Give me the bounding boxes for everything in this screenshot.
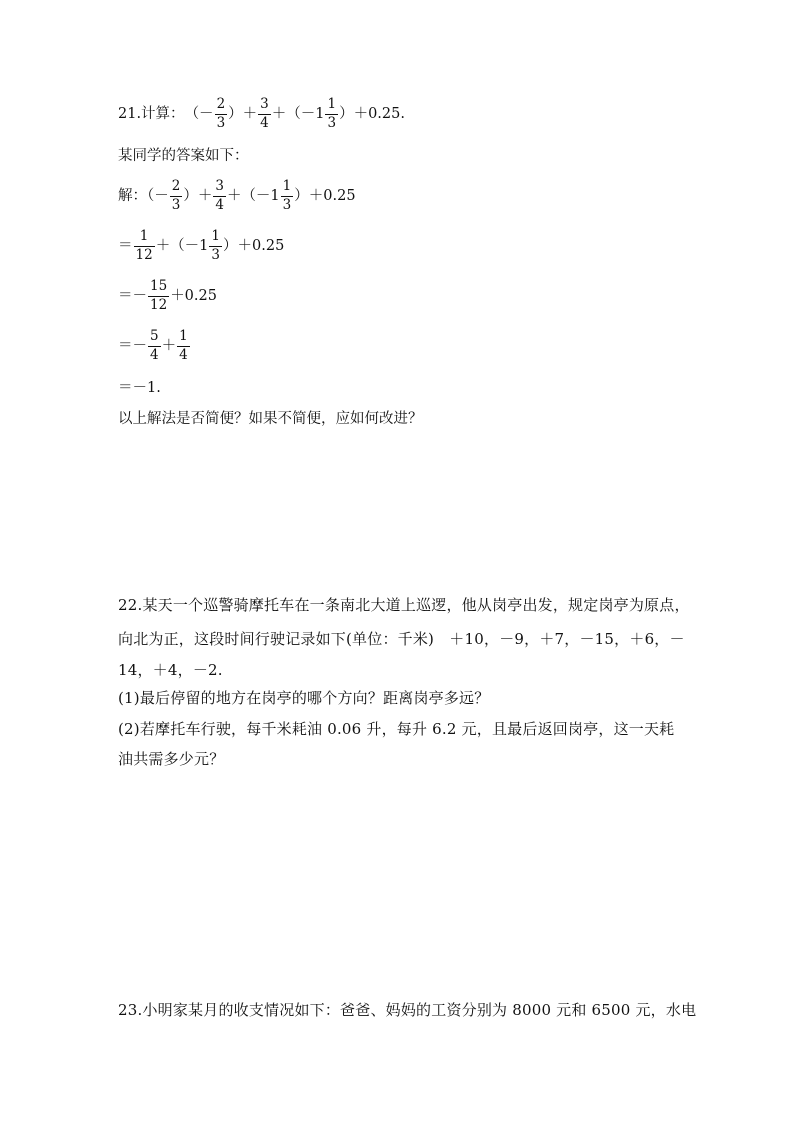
q22-line-1: 22.某天一个巡警骑摩托车在一条南北大道上巡逻，他从岗亭出发，规定岗亭为原点， — [118, 596, 690, 614]
q21-step-2: ＝－ $\frac{15}{12}$ ＋0.25 — [118, 278, 217, 313]
q22-sub-question-1: (1)最后停留的地方在岗亭的哪个方向？距离岗亭多远？ — [118, 689, 490, 707]
q21-step-3: ＝－ $\frac{5}{4}$ ＋ $\frac{1}{4}$ — [118, 328, 188, 363]
q21-solution-line — [118, 180, 356, 212]
sol-fraction-1: $\frac{2}{3}$ — [171, 178, 181, 213]
q22-line-2: 向北为正，这段时间行驶记录如下(单位：千米) ＋10，－9，＋7，－15，＋6，－ — [118, 630, 685, 648]
q21-close-plus: ）＋ — [228, 105, 258, 122]
step1-fraction-2: $\frac{1}{3}$ — [211, 228, 221, 263]
sol-plus-open: ＋（－1 — [226, 187, 280, 204]
q21-open: （－ — [184, 105, 214, 122]
step1-fraction-1: $\frac{1}{12}$ — [135, 228, 153, 263]
q21-label: 21.计算： — [118, 105, 185, 122]
q21-intro: 某同学的答案如下： — [118, 148, 249, 164]
q21-step-1: ＝ $\frac{1}{12}$ ＋（－1 $\frac{1}{3}$ ）＋0.25 — [118, 228, 285, 263]
q21-question: 以上解法是否简便？如果不简便，应如何改进？ — [118, 411, 423, 427]
q22-sub-question-2b: 油共需多少元？ — [118, 750, 225, 768]
q22-sub-question-2a: (2)若摩托车行驶，每千米耗油 0.06 升，每升 6.2 元，且最后返回岗亭，这一天耗 — [118, 720, 675, 738]
sol-fraction-2: $\frac{3}{4}$ — [215, 178, 224, 213]
q21-fraction-1: $\frac{2}{3}$ — [216, 96, 226, 131]
q23-line-1: 23.小明家某月的收支情况如下：爸爸、妈妈的工资分别为 8000 元和 6500 元，水电 — [118, 1001, 697, 1019]
q21-title-line — [118, 98, 405, 130]
q21-plus-open: ＋（－1 — [271, 105, 325, 122]
q21-fraction-2: $\frac{3}{4}$ — [260, 96, 269, 131]
step2-fraction: $\frac{15}{12}$ — [150, 278, 168, 313]
solution-label: 解：（－ — [118, 187, 169, 204]
sol-tail: ）＋0.25 — [294, 187, 356, 204]
step3-fraction-1: $\frac{5}{4}$ — [150, 328, 159, 363]
q21-step-4: ＝－1. — [118, 380, 161, 396]
q22-line-3: 14，＋4，－2. — [118, 661, 223, 679]
q21-fraction-3: $\frac{1}{3}$ — [327, 96, 337, 131]
sol-close-plus: ）＋ — [183, 187, 213, 204]
step3-fraction-2: $\frac{1}{4}$ — [179, 328, 188, 363]
q21-tail: ）＋0.25. — [339, 105, 405, 122]
sol-fraction-3: $\frac{1}{3}$ — [282, 178, 292, 213]
